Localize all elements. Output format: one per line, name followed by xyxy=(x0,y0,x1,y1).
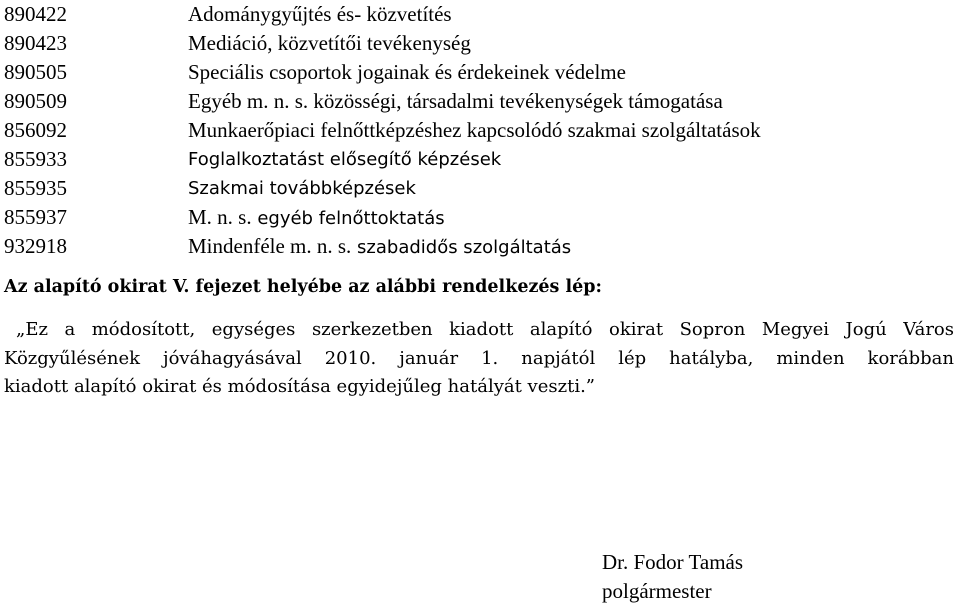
activity-description-part: M. n. s. xyxy=(188,204,252,229)
signature-block xyxy=(602,548,743,606)
paragraph-line: Közgyűlésének jóváhagyásával 2010. január 1. napjától lép hatályba, minden korábban xyxy=(4,347,954,369)
activity-description xyxy=(188,232,954,262)
signatory-title: polgármester xyxy=(602,579,712,603)
activity-row xyxy=(4,145,954,174)
activity-row xyxy=(4,58,954,87)
activity-description: Szakmai továbbképzések xyxy=(188,178,416,199)
activity-row xyxy=(4,232,954,261)
activity-code: 890505 xyxy=(4,60,67,84)
activity-code-list xyxy=(4,0,954,261)
activity-description-part: Mindenféle m. n. s. xyxy=(188,233,352,258)
provision-paragraph xyxy=(4,316,954,402)
activity-row xyxy=(4,0,954,29)
activity-description: Adománygyűjtés és- közvetítés xyxy=(188,2,452,26)
activity-description: Munkaerőpiaci felnőttképzéshez kapcsolódó szakmai szolgáltatások xyxy=(188,118,761,142)
activity-row xyxy=(4,29,954,58)
activity-code: 890423 xyxy=(4,31,67,55)
activity-description: Mediáció, közvetítői tevékenység xyxy=(188,31,471,55)
activity-description-part: szabadidős szolgáltatás xyxy=(351,236,572,258)
activity-code: 855937 xyxy=(4,205,67,229)
paragraph-line: kiadott alapító okirat és módosítása egyidejűleg hatályát veszti.” xyxy=(4,376,596,397)
activity-code: 855935 xyxy=(4,176,67,200)
activity-row xyxy=(4,116,954,145)
activity-row xyxy=(4,174,954,203)
paragraph-line: „Ez a módosított, egységes szerkezetben kiadott alapító okirat Sopron Megyei Jogú Város xyxy=(16,319,954,340)
activity-description-part: egyéb felnőttoktatás xyxy=(251,207,445,229)
activity-code: 890422 xyxy=(4,2,67,26)
activity-code: 856092 xyxy=(4,118,67,142)
activity-code: 890509 xyxy=(4,89,67,113)
activity-description: Foglalkoztatást elősegítő képzések xyxy=(188,149,502,170)
activity-description: Speciális csoportok jogainak és érdekeinek védelme xyxy=(188,60,626,84)
activity-description: Egyéb m. n. s. közösségi, társadalmi tevékenységek támogatása xyxy=(188,89,723,113)
activity-row xyxy=(4,87,954,116)
signatory-name: Dr. Fodor Tamás xyxy=(602,550,744,574)
activity-description xyxy=(188,203,954,233)
activity-row xyxy=(4,203,954,232)
section-heading: Az alapító okirat V. fejezet helyébe az alábbi rendelkezés lép: xyxy=(4,277,602,297)
activity-code: 932918 xyxy=(4,234,67,258)
activity-code: 855933 xyxy=(4,147,67,171)
